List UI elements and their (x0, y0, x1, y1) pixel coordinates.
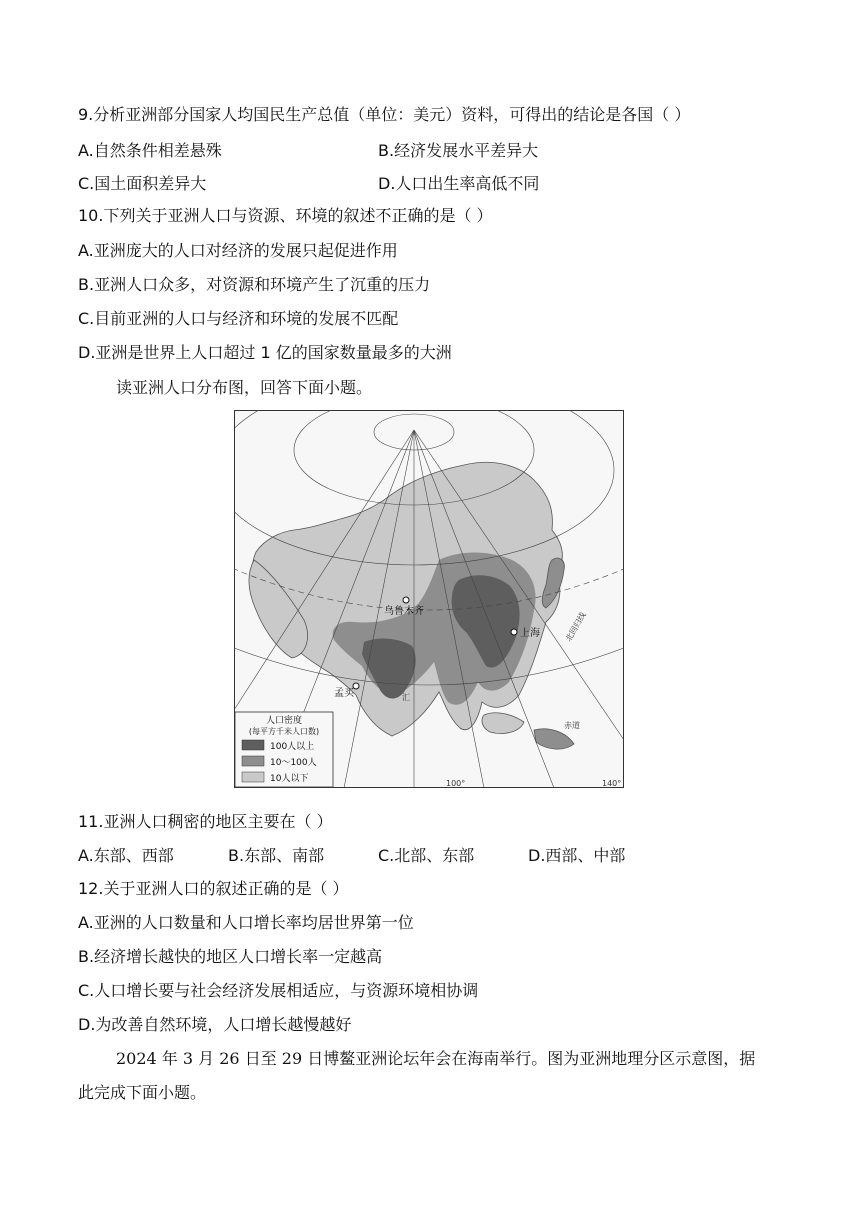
legend-label-medium: 10～100人 (270, 758, 317, 768)
q11-option-b: B.东部、南部 (228, 846, 325, 865)
asia-population-map (234, 410, 624, 788)
city-label-shanghai: 上海 (520, 628, 540, 639)
q9-option-a: A.自然条件相差悬殊 (78, 141, 222, 160)
legend-swatch-medium (242, 756, 264, 766)
q11-option-c: C.北部、东部 (378, 846, 475, 865)
q10-stem: 10.下列关于亚洲人口与资源、环境的叙述不正确的是（ ） (78, 206, 493, 225)
q10-option-d: D.亚洲是世界上人口超过 1 亿的国家数量最多的大洲 (78, 343, 452, 362)
equator-label: 赤道 (564, 721, 580, 730)
q9-stem: 9.分析亚洲部分国家人均国民生产总值（单位：美元）资料，可得出的结论是各国（ ） (78, 105, 691, 124)
q11-option-d: D.西部、中部 (528, 846, 626, 865)
q12-option-c: C.人口增长要与社会经济发展相适应，与资源环境相协调 (78, 981, 479, 1000)
next-intro-line1: 2024 年 3 月 26 日至 29 日博鳌亚洲论坛年会在海南举行。图为亚洲地理分区示意图，据 (116, 1049, 756, 1068)
city-marker-urumqi (403, 597, 409, 603)
q11-option-a: A.东部、西部 (78, 846, 174, 865)
degree-label-140: 140° (602, 779, 622, 788)
degree-label-100: 100° (446, 779, 466, 788)
legend-swatch-high (242, 740, 264, 750)
city-label-mumbai: 孟买 (334, 688, 354, 699)
city-label-urumqi: 乌鲁木齐 (384, 606, 424, 617)
next-intro-line2: 此完成下面小题。 (78, 1083, 207, 1102)
q9-option-c: C.国土面积差异大 (78, 174, 207, 193)
legend-label-high: 100人以上 (270, 742, 315, 752)
tropic-label: 北回归线 (563, 610, 588, 643)
legend-subtitle: (每平方千米人口数) (248, 727, 320, 736)
q10-option-a: A.亚洲庞大的人口对经济的发展只起促进作用 (78, 241, 398, 260)
city-marker-shanghai (511, 629, 517, 635)
legend-label-low: 10人以下 (270, 774, 309, 784)
legend-title: 人口密度 (265, 716, 303, 726)
q11-stem: 11.亚洲人口稠密的地区主要在（ ） (78, 812, 333, 831)
q12-option-a: A.亚洲的人口数量和人口增长率均居世界第一位 (78, 913, 414, 932)
map-legend (235, 712, 333, 787)
q12-option-b: B.经济增长越快的地区人口增长率一定越高 (78, 947, 383, 966)
map-intro: 读亚洲人口分布图，回答下面小题。 (116, 378, 373, 397)
legend-swatch-low (242, 772, 264, 782)
q9-option-d: D.人口出生率高低不同 (378, 174, 540, 193)
q12-stem: 12.关于亚洲人口的叙述正确的是（ ） (78, 879, 349, 898)
map-text-label: 汇 (402, 693, 410, 702)
q10-option-b: B.亚洲人口众多，对资源和环境产生了沉重的压力 (78, 275, 431, 294)
q12-option-d: D.为改善自然环境，人口增长越慢越好 (78, 1015, 352, 1034)
q9-option-b: B.经济发展水平差异大 (378, 141, 539, 160)
q10-option-c: C.目前亚洲的人口与经济和环境的发展不匹配 (78, 309, 399, 328)
